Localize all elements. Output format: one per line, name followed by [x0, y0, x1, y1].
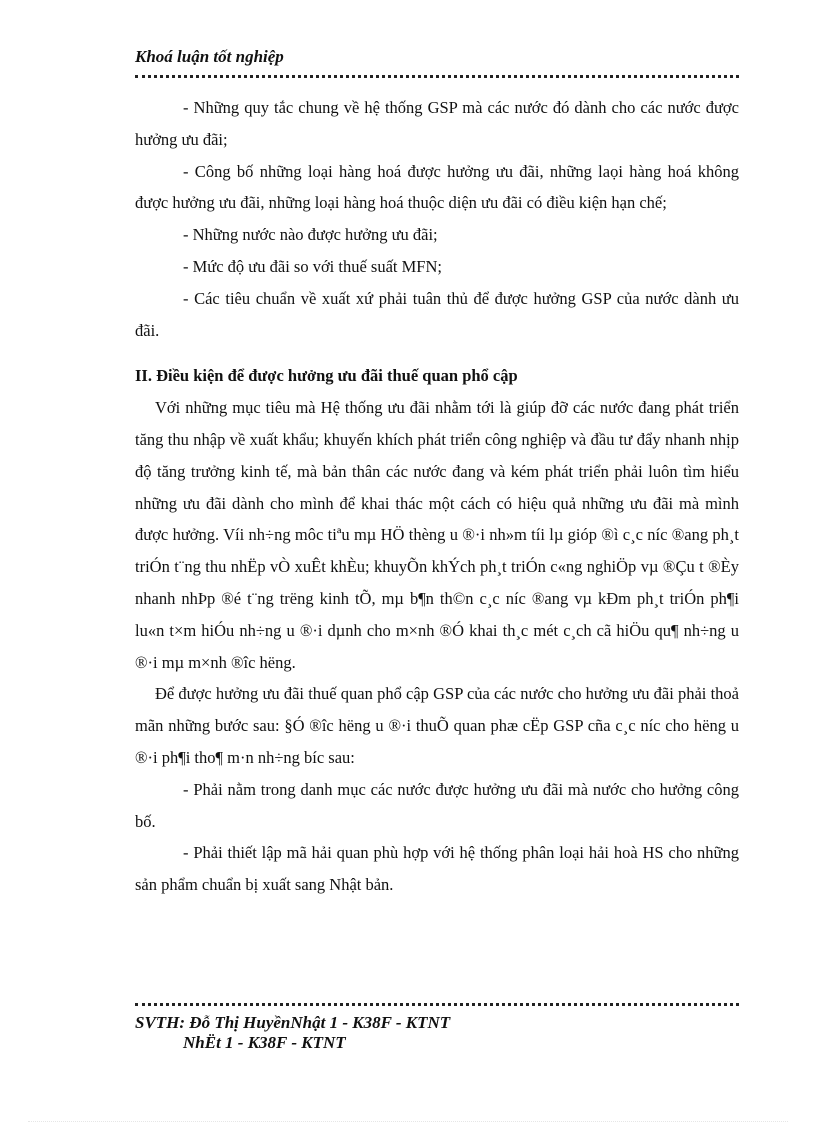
paragraph-hs-code: - Phải thiết lập mã hải quan phù hợp với hệ thống phân loại hải hoà HS cho những sản phẩm chuẩn bị xuất sang Nhật bản. [135, 843, 739, 895]
footer-class-line: NhËt 1 - K38F - KTNT [183, 1033, 346, 1052]
paragraph-conditions: Để được hưởng ưu đãi thuế quan phổ cập GSP của các nước cho hưởng ưu đãi phải thoả mãn những bước sau: §Ó ®îc hëng u ®·i thuÕ quan phæ cËp GSP cña c¸c níc cho hëng u ®·i ph¶i tho¶ m·n nh÷ng bíc sau: [135, 684, 739, 767]
header-dotted-rule [135, 75, 739, 78]
paragraph-objectives: Với những mục tiêu mà Hệ thống ưu đãi nhằm tới là giúp đỡ các nước đang phát triển tăng thu nhập về xuất khẩu; khuyến khích phát triển công nghiệp và đầu tư đẩy nhanh nhịp độ tăng trưởng kinh tế, mà bản thân các nước đang và kém phát triển phải luôn tìm hiểu những ưu đãi dành cho mình để khai thác một cách có hiệu quả những ưu đãi mà mình được hưởng. Víi nh÷ng môc tiªu mµ HÖ thèng u ®·i nh»m tíi lµ gióp ®ì c¸c níc ®ang ph¸t triÓn t¨ng thu nhËp vÒ xuÊt khÈu; khuyÕn khÝch ph¸t triÓn c«ng nghiÖp vµ ®Çu t ®Èy nhanh nhÞp ®é t¨ng trëng kinh tÕ, mµ b¶n th©n c¸c níc ®ang vµ kÐm ph¸t triÓn ph¶i lu«n t×m hiÓu nh÷ng u ®·i dµnh cho m×nh ®Ó khai th¸c mét c¸ch cã hiÖu qu¶ nh÷ng u ®·i mµ m×nh ®îc hëng. [135, 398, 739, 672]
footer-dotted-rule [135, 1003, 739, 1006]
footer-author-line: SVTH: Đỗ Thị HuyềnNhật 1 - K38F - KTNT [135, 1013, 451, 1032]
paragraph-eligible-countries: - Những nước nào được hưởng ưu đãi; [183, 225, 438, 245]
paragraph-origin-criteria: - Các tiêu chuẩn về xuất xứ phải tuân thủ để được hưởng GSP của nước dành ưu đãi. [135, 288, 739, 340]
page-edge-dots [28, 1121, 788, 1122]
section-heading: II. Điều kiện để được hưởng ưu đãi thuế quan phổ cập [135, 366, 518, 386]
paragraph-goods-list: - Công bố những loại hàng hoá được hưởng ưu đãi, những laọi hàng hoá không được hưởng ưu đãi, những loại hàng hoá thuộc diện ưu đãi có điều kiện hạn chế; [135, 161, 739, 213]
paragraph-gsp-rules: - Những quy tắc chung về hệ thống GSP mà các nước đó dành cho các nước được hưởng ưu đãi; [135, 98, 739, 149]
document-body [135, 92, 739, 901]
paragraph-preference-level: - Mức độ ưu đãi so với thuế suất MFN; [183, 256, 442, 276]
paragraph-country-list: - Phải nằm trong danh mục các nước được hưởng ưu đãi mà nước cho hưởng công bố. [135, 779, 739, 831]
page-header-title: Khoá luận tốt nghiệp [135, 47, 284, 66]
